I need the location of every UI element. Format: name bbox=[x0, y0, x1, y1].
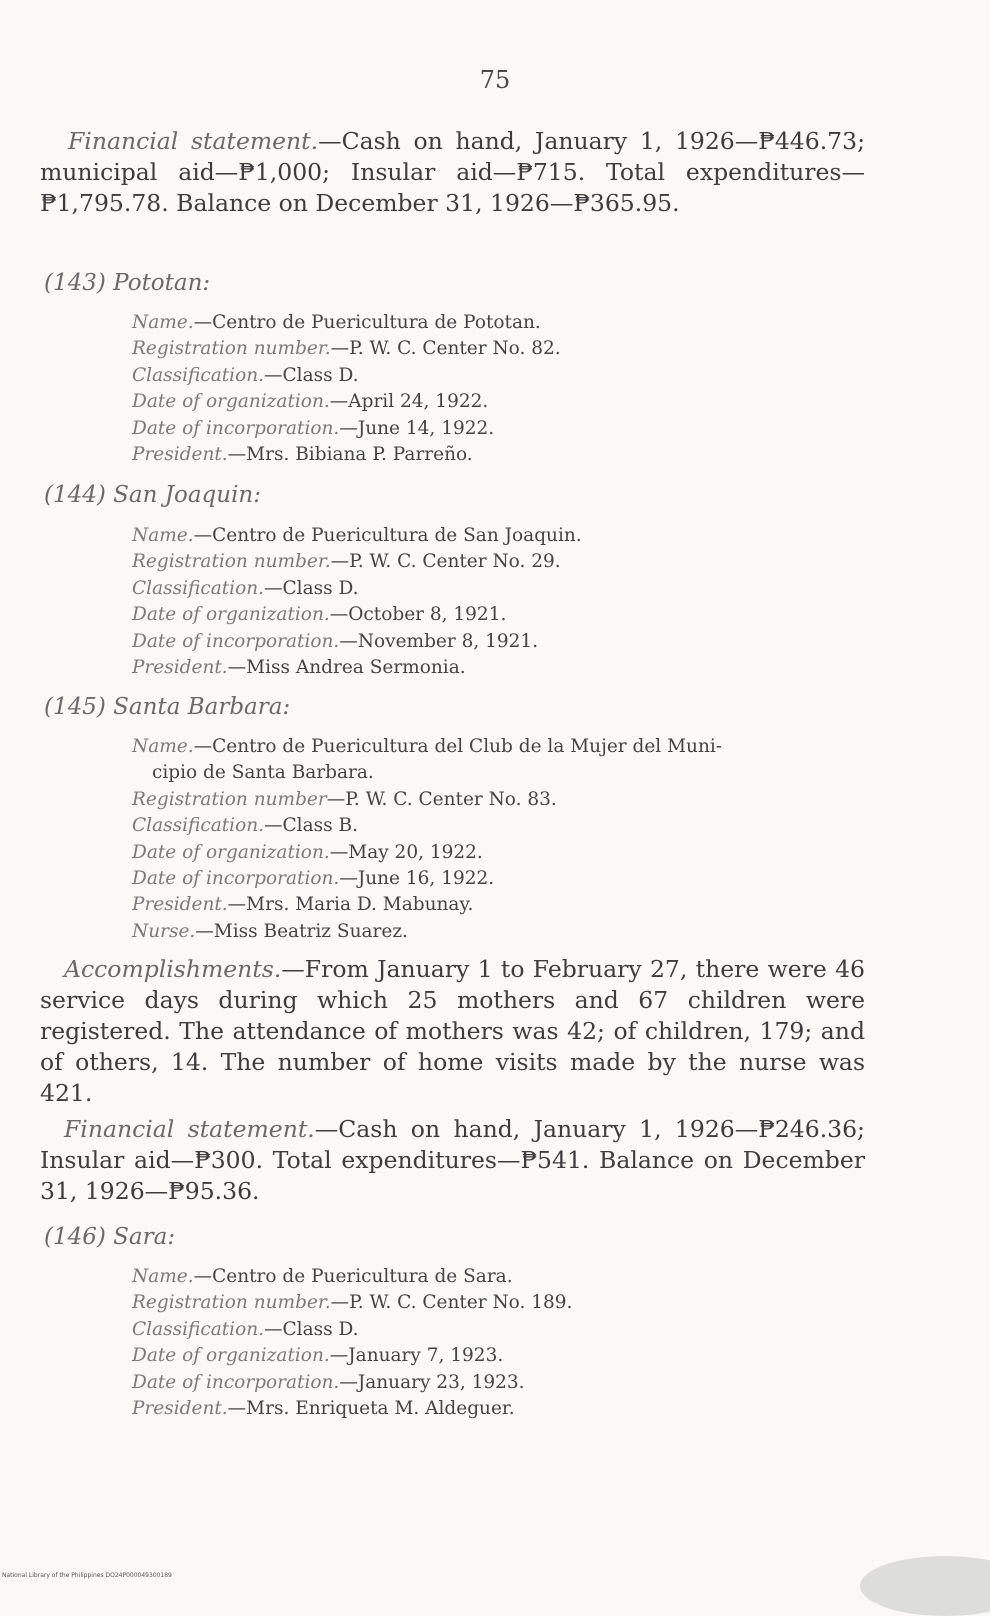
field-value: —May 20, 1922. bbox=[329, 841, 483, 863]
section-place: San Joaquin: bbox=[113, 482, 261, 508]
entry-pototan bbox=[132, 310, 867, 468]
entry-organization-line bbox=[132, 602, 867, 628]
field-value: —January 7, 1923. bbox=[329, 1345, 504, 1367]
field-label: Date of incorporation. bbox=[132, 1371, 340, 1393]
field-label: Date of organization. bbox=[132, 841, 330, 863]
field-label: Nurse. bbox=[132, 920, 196, 942]
entry-name-line bbox=[132, 310, 867, 336]
entry-incorporation-line bbox=[132, 866, 867, 892]
entry-incorporation-line bbox=[132, 629, 867, 655]
entry-sara bbox=[132, 1264, 867, 1422]
entry-classification-line bbox=[132, 813, 867, 839]
paragraph-text: —Cash on hand, January 1, 1926—₱246.36; Insular aid—₱300. Total expenditures—₱541. Balance on December 31, 1926—₱95.36. bbox=[40, 1115, 865, 1205]
scan-smudge bbox=[860, 1556, 990, 1616]
entry-registration-line bbox=[132, 787, 867, 813]
entry-organization-line bbox=[132, 840, 867, 866]
field-label: Classification. bbox=[132, 815, 265, 837]
paragraph-lead: Accomplishments. bbox=[64, 955, 282, 983]
entry-name-line bbox=[132, 734, 867, 760]
field-label: Date of organization. bbox=[132, 391, 330, 413]
field-value: —Class B. bbox=[264, 815, 358, 837]
entry-name-continuation: cipio de Santa Barbara. bbox=[152, 762, 374, 784]
field-label: Name. bbox=[132, 525, 194, 546]
field-value: —Miss Beatriz Suarez. bbox=[195, 920, 408, 942]
field-label: Classification. bbox=[132, 364, 265, 386]
entry-classification-line bbox=[132, 1317, 867, 1343]
section-heading-san-joaquin bbox=[44, 482, 261, 508]
field-value: —Class D. bbox=[264, 577, 359, 599]
section-place: Pototan: bbox=[113, 270, 211, 296]
field-value: —P. W. C. Center No. 82. bbox=[330, 338, 561, 360]
entry-registration-line bbox=[132, 549, 867, 575]
entry-nurse-line bbox=[132, 919, 867, 945]
field-value: —January 23, 1923. bbox=[339, 1371, 525, 1393]
accomplishments-paragraph bbox=[40, 954, 865, 1109]
entry-classification-line bbox=[132, 363, 867, 389]
section-number: (145) bbox=[44, 694, 106, 720]
field-label: Registration number. bbox=[132, 338, 331, 360]
page-number: 75 bbox=[479, 66, 511, 94]
paragraph-text: —From January 1 to February 27, there were 46 service days during which 25 mothers and 67 children were registered. The attendance of mothers was 42; of children, 179; and of others, 14. The number of home visits made by the nurse was 421. bbox=[40, 955, 865, 1107]
field-value: —Mrs. Maria D. Mabunay. bbox=[227, 894, 474, 916]
field-value: —Centro de Puericultura de Pototan. bbox=[193, 312, 541, 333]
field-label: President. bbox=[132, 657, 228, 679]
field-label: President. bbox=[132, 444, 228, 466]
field-value: —Centro de Puericultura del Club de la Mujer del Muni- bbox=[193, 736, 723, 757]
field-label: President. bbox=[132, 894, 228, 916]
field-label: Date of incorporation. bbox=[132, 417, 340, 439]
entry-name-line bbox=[132, 1264, 867, 1290]
field-value: —Class D. bbox=[264, 364, 359, 386]
entry-president-line bbox=[132, 655, 867, 681]
section-place: Sara: bbox=[113, 1224, 176, 1250]
entry-incorporation-line bbox=[132, 1370, 867, 1396]
field-value: —June 16, 1922. bbox=[339, 868, 495, 890]
section-number: (146) bbox=[44, 1224, 106, 1250]
paragraph-lead: Financial statement. bbox=[68, 127, 319, 155]
field-value: —Centro de Puericultura de Sara. bbox=[193, 1266, 513, 1287]
field-value: —Mrs. Enriqueta M. Aldeguer. bbox=[227, 1398, 515, 1420]
field-value: —Mrs. Bibiana P. Parreño. bbox=[227, 444, 473, 466]
field-value: —Class D. bbox=[264, 1318, 359, 1340]
field-value: —November 8, 1921. bbox=[339, 630, 539, 652]
field-label: Name. bbox=[132, 1266, 194, 1287]
field-label: Name. bbox=[132, 736, 194, 757]
scan-footer-note: National Library of the Philippines DO24P000049300189 bbox=[2, 1572, 172, 1579]
field-value: —April 24, 1922. bbox=[329, 391, 489, 413]
field-value: —October 8, 1921. bbox=[329, 604, 507, 626]
entry-classification-line bbox=[132, 576, 867, 602]
field-label: Classification. bbox=[132, 577, 265, 599]
paragraph-text: —Cash on hand, January 1, 1926—₱446.73; municipal aid—₱1,000; Insular aid—₱715. Total expenditures—₱1,795.78. Balance on December 31, 1926—₱365.95. bbox=[40, 127, 865, 217]
field-label: Name. bbox=[132, 312, 194, 333]
paragraph-lead: Financial statement. bbox=[64, 1115, 315, 1143]
financial-statement-paragraph-2 bbox=[40, 1114, 865, 1207]
field-label: President. bbox=[132, 1398, 228, 1420]
financial-statement-paragraph bbox=[40, 126, 865, 219]
field-label: Registration number. bbox=[132, 1292, 331, 1314]
section-number: (143) bbox=[44, 270, 106, 296]
section-heading-sara bbox=[44, 1224, 175, 1250]
entry-san-joaquin bbox=[132, 523, 867, 681]
section-heading-pototan bbox=[44, 270, 210, 296]
field-value: —Centro de Puericultura de San Joaquin. bbox=[193, 525, 582, 546]
field-value: —Miss Andrea Sermonia. bbox=[227, 657, 466, 679]
entry-registration-line bbox=[132, 336, 867, 362]
field-label: Classification. bbox=[132, 1318, 265, 1340]
field-value: —P. W. C. Center No. 189. bbox=[330, 1292, 573, 1314]
field-value: —P. W. C. Center No. 83. bbox=[326, 788, 557, 810]
entry-organization-line bbox=[132, 1343, 867, 1369]
field-label: Registration number bbox=[132, 788, 327, 810]
field-value: —June 14, 1922. bbox=[339, 417, 495, 439]
entry-president-line bbox=[132, 892, 867, 918]
entry-name-line bbox=[132, 523, 867, 549]
field-label: Date of incorporation. bbox=[132, 630, 340, 652]
entry-president-line bbox=[132, 1396, 867, 1422]
entry-registration-line bbox=[132, 1290, 867, 1316]
entry-president-line bbox=[132, 442, 867, 468]
entry-santa-barbara bbox=[132, 734, 867, 945]
section-heading-santa-barbara bbox=[44, 694, 290, 720]
field-label: Date of organization. bbox=[132, 1345, 330, 1367]
field-label: Date of organization. bbox=[132, 604, 330, 626]
field-value: —P. W. C. Center No. 29. bbox=[330, 551, 561, 573]
section-number: (144) bbox=[44, 482, 106, 508]
field-label: Registration number. bbox=[132, 551, 331, 573]
section-place: Santa Barbara: bbox=[113, 694, 291, 720]
field-label: Date of incorporation. bbox=[132, 868, 340, 890]
entry-incorporation-line bbox=[132, 416, 867, 442]
entry-organization-line bbox=[132, 389, 867, 415]
